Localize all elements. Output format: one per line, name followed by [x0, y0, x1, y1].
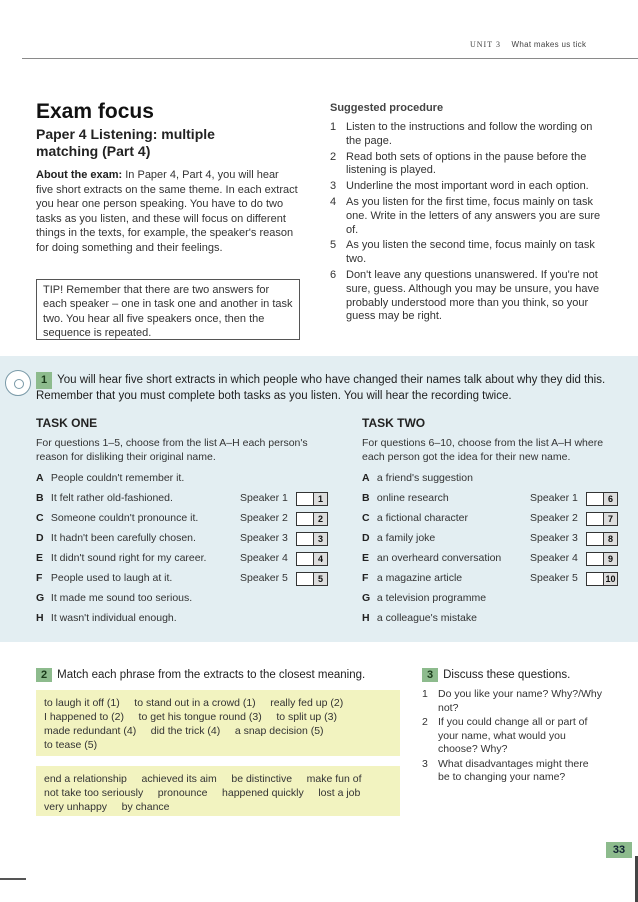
task-two-heading: TASK TWO	[362, 416, 426, 430]
option-letter: A	[36, 472, 44, 484]
cd-audio-icon[interactable]	[5, 370, 31, 396]
tip-label: TIP!	[43, 284, 64, 296]
answer-box-number: 8	[603, 533, 617, 545]
task-two-option	[362, 592, 486, 604]
answer-box[interactable]	[586, 512, 618, 526]
step-text: As you listen the second time, focus mainly on task two.	[346, 239, 595, 266]
option-letter: C	[362, 512, 370, 524]
exercise2-number: 2	[36, 668, 52, 682]
task-two-option	[362, 572, 462, 584]
option-letter: D	[36, 532, 44, 544]
running-header	[470, 40, 586, 49]
exercise3-number: 3	[422, 668, 438, 682]
option-text: People couldn't remember it.	[50, 472, 185, 484]
answer-box[interactable]	[296, 572, 328, 586]
task-one-option	[36, 552, 206, 564]
task-one-description: For questions 1–5, choose from the list A–H each person's reason for disliking their original name.	[36, 437, 308, 463]
option-text: a friend's suggestion	[376, 472, 473, 484]
step-number: 4	[330, 195, 337, 208]
task-two-option	[362, 512, 468, 524]
question-number: 1	[422, 688, 428, 700]
answer-box[interactable]	[586, 532, 618, 546]
phrases-line: to laugh it off (1) to stand out in a crowd (1) really fed up (2)	[44, 697, 344, 709]
answer-box-number: 3	[313, 533, 327, 545]
task-two-option	[362, 472, 473, 484]
exercise1-text: You will hear five short extracts in which people who have changed their names talk about why they did this. Remember that you must complete both tasks as you listen. You will hear the recording twice.	[36, 374, 606, 402]
procedure-steps	[330, 121, 602, 326]
discussion-questions	[422, 688, 602, 786]
question-text: What disadvantages might there be to changing your name?	[438, 757, 589, 783]
task-one-option	[36, 472, 184, 484]
option-letter: G	[36, 592, 45, 604]
procedure-step	[330, 180, 602, 194]
meanings-line: not take too seriously pronounce happened quickly lost a job	[44, 787, 361, 799]
option-letter: D	[362, 532, 370, 544]
task-one-option	[36, 492, 173, 504]
exercise3-instruction	[422, 668, 570, 682]
about-exam-paragraph	[36, 168, 298, 256]
answer-box-number: 7	[603, 513, 617, 525]
tip-box	[36, 279, 300, 340]
about-exam-label: About the exam:	[36, 169, 123, 181]
answer-box-number: 4	[313, 553, 327, 565]
step-number: 1	[330, 121, 337, 133]
answer-box-number: 6	[603, 493, 617, 505]
discussion-question	[422, 716, 602, 757]
task-one-heading: TASK ONE	[36, 416, 98, 430]
phrases-line: made redundant (4) did the trick (4) a snap decision (5)	[44, 725, 324, 737]
option-text: a colleague's mistake	[376, 612, 477, 624]
option-letter: H	[36, 612, 44, 624]
page-number: 33	[606, 842, 632, 858]
meanings-line: very unhappy by chance	[44, 801, 170, 813]
option-text: an overheard conversation	[376, 552, 502, 564]
exercise2-instruction	[36, 668, 365, 682]
task-one-option	[36, 572, 172, 584]
option-text: a family joke	[376, 532, 436, 544]
step-text: As you listen for the first time, focus mainly on task one. Write in the letters of any answers you are sure of.	[346, 195, 601, 236]
option-text: People used to laugh at it.	[50, 572, 173, 584]
exam-focus-subtitle: Paper 4 Listening: multiple matching (Part 4)	[36, 126, 215, 159]
meanings-line: end a relationship achieved its aim be distinctive make fun of	[44, 773, 362, 785]
answer-box[interactable]	[586, 572, 618, 586]
discussion-question	[422, 688, 602, 715]
answer-box-number: 2	[313, 513, 327, 525]
exercise3-text: Discuss these questions.	[443, 669, 571, 681]
option-text: a fictional character	[376, 512, 468, 524]
task-one-speaker-label: Speaker 5	[240, 572, 288, 584]
exercise1-number: 1	[36, 372, 52, 389]
option-letter: F	[36, 572, 43, 584]
header-rule	[22, 58, 638, 59]
step-text: Read both sets of options in the pause before the listening is played.	[346, 150, 587, 177]
task-one-speaker-label: Speaker 4	[240, 552, 288, 564]
option-text: a television programme	[376, 592, 487, 604]
answer-box-number: 5	[313, 573, 327, 585]
option-letter: B	[36, 492, 44, 504]
answer-box[interactable]	[296, 532, 328, 546]
option-text: It wasn't individual enough.	[50, 612, 177, 624]
answer-box[interactable]	[296, 552, 328, 566]
task-two-speaker-label: Speaker 4	[530, 552, 578, 564]
option-text: It made me sound too serious.	[50, 592, 193, 604]
answer-box-number: 10	[603, 573, 617, 585]
step-number: 6	[330, 268, 337, 281]
discussion-question	[422, 758, 602, 785]
task-one-option	[36, 592, 192, 604]
task-one-option	[36, 532, 196, 544]
procedure-step	[330, 196, 602, 237]
step-text: Listen to the instructions and follow the wording on the page.	[346, 121, 593, 147]
unit-title: What makes us tick	[511, 40, 587, 49]
task-two-option	[362, 532, 435, 544]
task-one-option	[36, 612, 177, 624]
answer-box-number: 1	[313, 493, 327, 505]
question-text: If you could change all or part of your name, what would you choose? Why?	[438, 716, 588, 755]
procedure-step	[330, 121, 602, 149]
unit-label: UNIT 3	[470, 40, 501, 49]
phrases-line: to tease (5)	[44, 739, 98, 751]
step-text: Don't leave any questions unanswered. If you're not sure, guess. Although you may be unsure, you have probably understood more than you think, so your guess may be right.	[346, 268, 600, 323]
step-number: 3	[330, 180, 337, 193]
option-letter: H	[362, 612, 370, 624]
option-text: Someone couldn't pronounce it.	[50, 512, 199, 524]
option-letter: C	[36, 512, 44, 524]
exam-focus-title: Exam focus	[36, 100, 154, 123]
option-text: It hadn't been carefully chosen.	[50, 532, 196, 544]
procedure-step	[330, 269, 602, 324]
procedure-step	[330, 151, 602, 179]
task-two-option	[362, 552, 501, 564]
option-text: It didn't sound right for my career.	[50, 552, 207, 564]
task-one-speaker-label: Speaker 2	[240, 512, 288, 524]
task-two-description: For questions 6–10, choose from the list A–H where each person got the idea for their new name.	[362, 437, 604, 463]
corner-mark	[0, 878, 26, 880]
option-letter: G	[362, 592, 371, 604]
answer-box[interactable]	[586, 552, 618, 566]
exercise1-instruction	[36, 372, 616, 404]
task-two-speaker-label: Speaker 5	[530, 572, 578, 584]
answer-box[interactable]	[296, 512, 328, 526]
option-letter: B	[362, 492, 370, 504]
task-one-speaker-label: Speaker 1	[240, 492, 288, 504]
task-two-speaker-label: Speaker 1	[530, 492, 578, 504]
answer-box[interactable]	[586, 492, 618, 506]
task-one-speaker-label: Speaker 3	[240, 532, 288, 544]
option-text: online research	[376, 492, 449, 504]
step-number: 2	[330, 150, 337, 163]
tip-text: Remember that there are two answers for each speaker – one in task one and another in task two. You hear all five speakers once, then the sequence is repeated.	[43, 284, 293, 340]
procedure-step	[330, 239, 602, 267]
task-two-option	[362, 492, 449, 504]
question-number: 3	[422, 757, 428, 770]
step-text: Underline the most important word in each option.	[346, 180, 589, 193]
question-text: Do you like your name? Why?/Why not?	[438, 688, 602, 714]
option-letter: A	[362, 472, 370, 484]
option-letter: E	[362, 552, 370, 564]
task-two-option	[362, 612, 477, 624]
phrases-line: I happened to (2) to get his tongue round (3) to split up (3)	[44, 711, 338, 723]
answer-box-number: 9	[603, 553, 617, 565]
task-two-speaker-label: Speaker 2	[530, 512, 578, 524]
suggested-procedure-title: Suggested procedure	[330, 102, 444, 114]
task-one-option	[36, 512, 198, 524]
option-letter: F	[362, 572, 369, 584]
task-two-speaker-label: Speaker 3	[530, 532, 578, 544]
option-text: It felt rather old-fashioned.	[50, 492, 173, 504]
answer-box[interactable]	[296, 492, 328, 506]
question-number: 2	[422, 716, 428, 728]
about-exam-text: In Paper 4, Part 4, you will hear five short extracts on the same theme. In each extract you hear one person speaking. You have to do two tasks as you listen, and these will focus on different things in the texts, for example, the speaker's reason for doing something and their feelings.	[36, 169, 298, 254]
option-letter: E	[36, 552, 44, 564]
step-number: 5	[330, 239, 337, 252]
exercise2-text: Match each phrase from the extracts to the closest meaning.	[57, 669, 366, 681]
option-text: a magazine article	[376, 572, 463, 584]
